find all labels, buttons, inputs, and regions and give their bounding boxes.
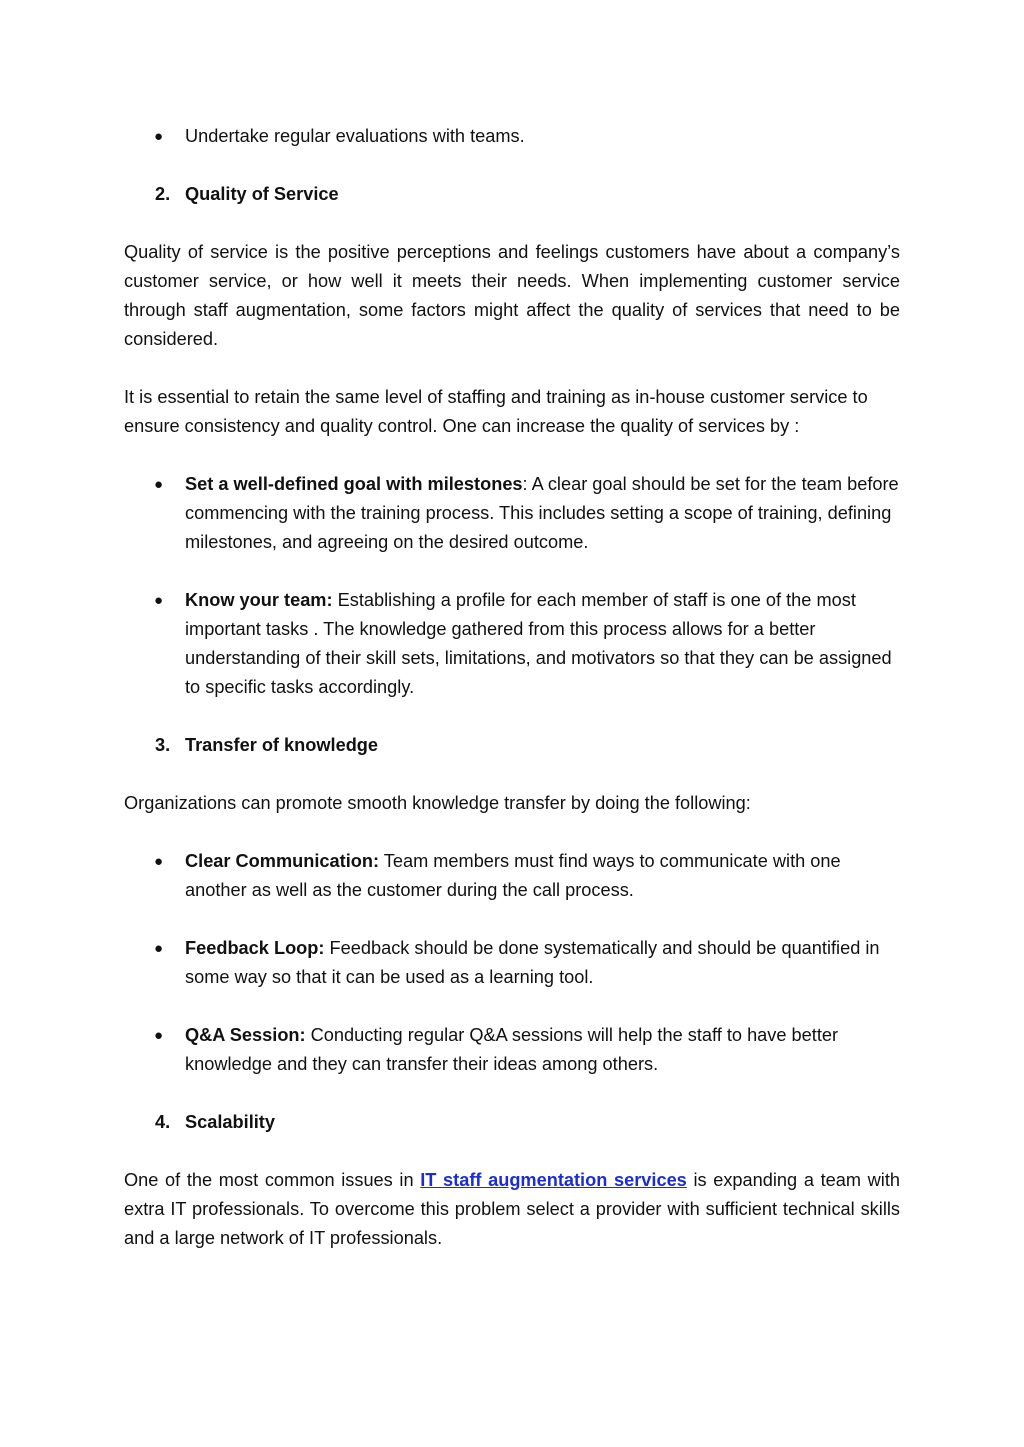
- section-number: 4.: [155, 1112, 171, 1132]
- list-item-lead: Clear Communication:: [185, 851, 380, 871]
- list-item-body: Team members must find ways to communicate with one another as well as the customer during the call process.: [185, 851, 841, 900]
- paragraph-text: is expanding a team with extra IT professionals. To overcome this problem select a provider with sufficient technical skills and a large network of IT professionals.: [124, 1170, 901, 1248]
- section-heading-knowledge: [124, 731, 900, 760]
- list-item-lead: Feedback Loop:: [185, 938, 325, 958]
- list-item: [124, 847, 900, 905]
- bullet-icon: ●: [154, 128, 164, 145]
- paragraph: [124, 1166, 900, 1253]
- list-item: [124, 470, 900, 557]
- paragraph: Quality of service is the positive perceptions and feelings customers have about a company’s customer service, or how well it meets their needs. When implementing customer service through staff augmentation, some factors might affect the quality of services that need to be considered.: [124, 242, 900, 349]
- section-title: Scalability: [185, 1112, 275, 1132]
- list-item-body: Conducting regular Q&A sessions will help the staff to have better knowledge and they can transfer their ideas among others.: [185, 1025, 839, 1074]
- it-staff-augmentation-link[interactable]: IT staff augmentation services: [420, 1170, 687, 1190]
- list-item-text: [185, 1021, 900, 1079]
- section-heading-scalability: [124, 1108, 900, 1137]
- list-item-lead: Know your team:: [185, 590, 333, 610]
- list-item: [124, 122, 900, 151]
- bullet-icon: ●: [154, 592, 164, 609]
- list-item-text: Undertake regular evaluations with teams.: [185, 126, 525, 146]
- list-item-body: Establishing a profile for each member of staff is one of the most important tasks . The knowledge gathered from this process allows for a better understanding of their skill sets, limitations, and motivators so that they can be assigned to specific tasks accordingly.: [185, 590, 892, 697]
- section-title: Quality of Service: [185, 184, 339, 204]
- section-heading-quality: [124, 180, 900, 209]
- section-number: 3.: [155, 735, 171, 755]
- list-item-lead: Set a well-defined goal with milestones: [185, 474, 523, 494]
- list-item-lead: Q&A Session:: [185, 1025, 306, 1045]
- bullet-icon: ●: [154, 940, 164, 957]
- list-item-body: Feedback should be done systematically and should be quantified in some way so that it can be used as a learning tool.: [185, 938, 880, 987]
- list-item-text: [185, 586, 900, 702]
- bullet-icon: ●: [154, 476, 164, 493]
- list-item-body: : A clear goal should be set for the team before commencing with the training process. This includes setting a scope of training, defining milestones, and agreeing on the desired outcome.: [185, 474, 899, 552]
- paragraph: It is essential to retain the same level of staffing and training as in-house customer service to ensure consistency and quality control. One can increase the quality of services by :: [124, 387, 868, 436]
- document-page: [124, 122, 900, 1253]
- paragraph-text: One of the most common issues in: [124, 1170, 421, 1190]
- list-item-text: [185, 934, 900, 992]
- list-item: [124, 1021, 900, 1079]
- section-title: Transfer of knowledge: [185, 735, 379, 755]
- list-item: [124, 934, 900, 992]
- bullet-icon: ●: [154, 1027, 164, 1044]
- list-item-text: [185, 470, 900, 557]
- paragraph: Organizations can promote smooth knowledge transfer by doing the following:: [124, 793, 751, 813]
- bullet-icon: ●: [154, 853, 164, 870]
- list-item-text: [185, 847, 900, 905]
- section-number: 2.: [155, 184, 171, 204]
- list-item: [124, 586, 900, 702]
